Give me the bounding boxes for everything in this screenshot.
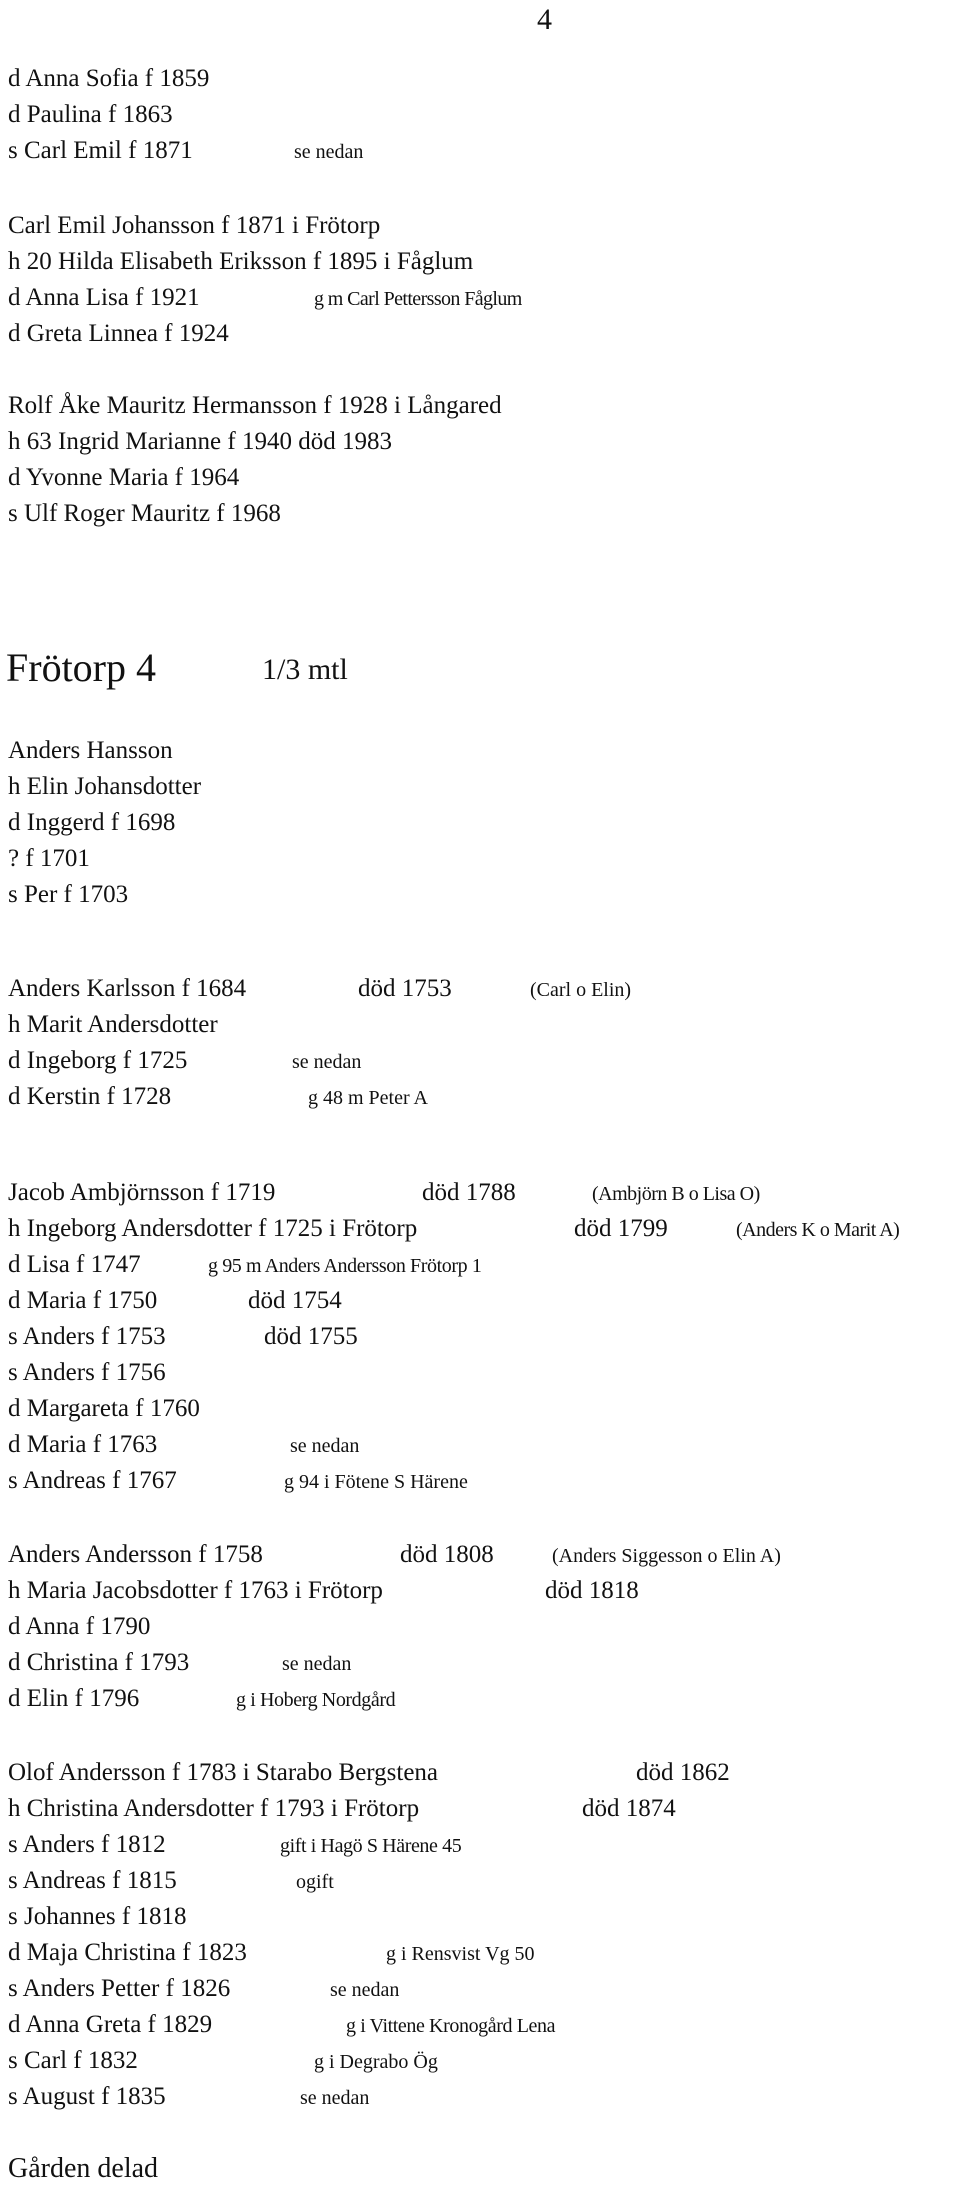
entry-line: d Yvonne Maria f 1964	[8, 464, 240, 491]
entry-line: h Ingeborg Andersdotter f 1725 i Frötorp	[8, 1215, 418, 1242]
entry-note: g i Rensvist Vg 50	[386, 1943, 535, 1965]
entry-note: ogift	[296, 1871, 334, 1893]
entry-line: s Andreas f 1767	[8, 1467, 177, 1494]
entry-note: g m Carl Pettersson Fåglum	[314, 288, 522, 310]
entry-line: h Maria Jacobsdotter f 1763 i Frötorp	[8, 1577, 383, 1604]
parents-note: (Ambjörn B o Lisa O)	[592, 1183, 760, 1205]
entry-line: d Anna f 1790	[8, 1613, 151, 1640]
footer-note: Gården delad	[8, 2153, 159, 2184]
entry-line: s Anders f 1753	[8, 1323, 166, 1350]
entry-line: Carl Emil Johansson f 1871 i Frötorp	[8, 212, 381, 239]
death-date: död 1788	[422, 1179, 516, 1206]
entry-line: ? f 1701	[8, 845, 90, 872]
entry-line: s Carl f 1832	[8, 2047, 138, 2074]
entry-line: d Anna Lisa f 1921	[8, 284, 200, 311]
entry-line: s Per f 1703	[8, 881, 129, 908]
entry-line: s Anders f 1756	[8, 1359, 166, 1386]
entry-line: s Johannes f 1818	[8, 1903, 187, 1930]
entry-line: s August f 1835	[8, 2083, 166, 2110]
death-date: död 1755	[264, 1323, 358, 1350]
death-date: död 1874	[582, 1795, 676, 1822]
entry-line: Olof Andersson f 1783 i Starabo Bergstena	[8, 1759, 439, 1786]
entry-line: h 20 Hilda Elisabeth Eriksson f 1895 i Fåglum	[8, 248, 474, 275]
entry-line: s Ulf Roger Mauritz f 1968	[8, 500, 281, 527]
entry-line: d Maja Christina f 1823	[8, 1939, 247, 1966]
entry-line: d Anna Sofia f 1859	[8, 65, 210, 92]
entry-line: h 63 Ingrid Marianne f 1940 död 1983	[8, 428, 392, 455]
entry-note: g 95 m Anders Andersson Frötorp 1	[208, 1255, 482, 1277]
entry-note: se nedan	[282, 1653, 352, 1675]
page-number: 4	[537, 3, 552, 36]
entry-note: se nedan	[292, 1051, 362, 1073]
entry-line: s Andreas f 1815	[8, 1867, 177, 1894]
entry-line: d Margareta f 1760	[8, 1395, 200, 1422]
entry-line: Jacob Ambjörnsson f 1719	[8, 1179, 276, 1206]
entry-note: se nedan	[330, 1979, 400, 2001]
entry-line: h Elin Johansdotter	[8, 773, 202, 800]
farm-heading: Frötorp 4	[6, 645, 156, 690]
farm-share: 1/3 mtl	[262, 653, 348, 686]
death-date: död 1754	[248, 1287, 342, 1314]
entry-note: g i Vittene Kronogård Lena	[346, 2015, 556, 2037]
entry-line: d Lisa f 1747	[8, 1251, 141, 1278]
entry-line: d Maria f 1750	[8, 1287, 158, 1314]
death-date: död 1799	[574, 1215, 668, 1242]
entry-note: se nedan	[294, 141, 364, 163]
entry-line: d Elin f 1796	[8, 1685, 140, 1712]
entry-line: Anders Hansson	[8, 737, 173, 764]
entry-line: d Inggerd f 1698	[8, 809, 176, 836]
entry-line: Anders Andersson f 1758	[8, 1541, 263, 1568]
entry-line: s Anders Petter f 1826	[8, 1975, 231, 2002]
entry-note: gift i Hagö S Härene 45	[280, 1835, 462, 1857]
entry-line: h Christina Andersdotter f 1793 i Frötorp	[8, 1795, 420, 1822]
entry-note: g i Degrabo Ög	[314, 2051, 438, 2073]
entry-line: Anders Karlsson f 1684	[8, 975, 247, 1002]
death-date: död 1862	[636, 1759, 730, 1786]
entry-note: se nedan	[300, 2087, 370, 2109]
parents-note: (Anders Siggesson o Elin A)	[552, 1545, 781, 1567]
entry-line: d Anna Greta f 1829	[8, 2011, 213, 2038]
entry-line: d Christina f 1793	[8, 1649, 190, 1676]
entry-line: d Greta Linnea f 1924	[8, 320, 229, 347]
death-date: död 1818	[545, 1577, 639, 1604]
entry-note: g 94 i Fötene S Härene	[284, 1471, 468, 1493]
entry-note: g i Hoberg Nordgård	[236, 1689, 396, 1711]
parents-note: (Carl o Elin)	[530, 979, 632, 1001]
parents-note: (Anders K o Marit A)	[736, 1219, 900, 1241]
entry-line: h Marit Andersdotter	[8, 1011, 218, 1038]
entry-note: se nedan	[290, 1435, 360, 1457]
entry-line: d Kerstin f 1728	[8, 1083, 172, 1110]
entry-line: d Paulina f 1863	[8, 101, 173, 128]
entry-note: g 48 m Peter A	[308, 1087, 428, 1109]
entry-line: d Ingeborg f 1725	[8, 1047, 188, 1074]
entry-line: Rolf Åke Mauritz Hermansson f 1928 i Långared	[8, 392, 502, 419]
entry-line: s Carl Emil f 1871	[8, 137, 193, 164]
death-date: död 1808	[400, 1541, 494, 1568]
entry-line: s Anders f 1812	[8, 1831, 166, 1858]
death-date: död 1753	[358, 975, 452, 1002]
entry-line: d Maria f 1763	[8, 1431, 158, 1458]
